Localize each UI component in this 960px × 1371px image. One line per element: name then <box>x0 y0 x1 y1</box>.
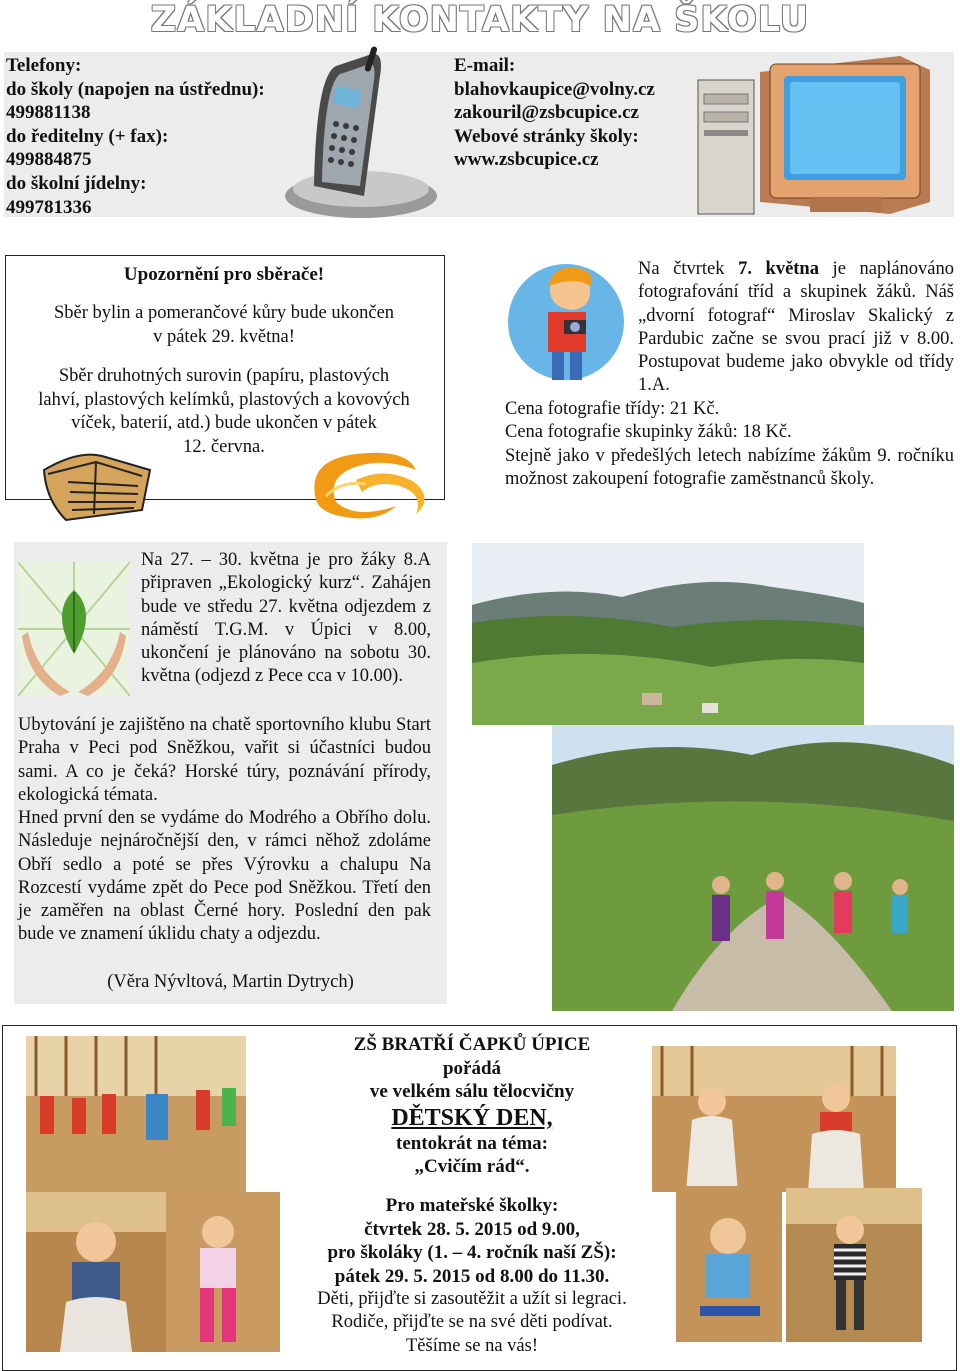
organizes-label: pořádá <box>442 1057 502 1079</box>
collectors-herbs-line: v pátek 29. května! <box>153 326 295 347</box>
school-name: ZŠ BRATŘÍ ČAPKŮ ÚPICE <box>353 1034 591 1055</box>
invite-closing: Těšíme se na vás! <box>405 1335 539 1356</box>
theme-label: tentokrát na téma: <box>396 1132 548 1154</box>
event-title: DĚTSKÝ DEN, <box>391 1104 553 1131</box>
sack-jump-photo <box>652 1046 896 1192</box>
photo-notice-intro-post: je naplánováno fotografování tříd a skupinek žáků. Náš „dvorní fotograf“ Miroslav Skalický z Pardubic začne se svou prací již v 8.00. Postupovat budeme jako obvykle od třídy 1.A. <box>638 259 955 396</box>
students-hiking-photo <box>552 725 954 1011</box>
eco-course-program: Hned první den se vydáme do Modrého a Obřího dolu. Následuje nejnáročnější den, v rámci něhož zdoláme Obří sedlo a poté se přes Výrovku a chalupu Na Rozcestí vydáme zpět do Pece pod Sněžkou. Třetí den je zaměřen na oblast Černé hory. Poslední den pak bude ve znamení úklidu chaty a odjezdu. <box>18 808 431 945</box>
phone-number[interactable]: 499881138 <box>6 102 91 124</box>
paper-stack-icon <box>38 440 158 522</box>
collectors-herbs-line: Sběr bylin a pomerančové kůry bude ukončen <box>53 303 395 323</box>
mountain-photo <box>472 543 864 725</box>
girl-photo <box>166 1192 280 1352</box>
phone-number[interactable]: 499884875 <box>6 149 92 171</box>
phones-heading: Telefony: <box>6 55 82 76</box>
gym-photo <box>26 1036 246 1196</box>
collectors-recyclables-line: Sběr druhotných surovin (papíru, plastových <box>58 366 390 386</box>
email-link[interactable]: zakouril@zsbcupice.cz <box>454 102 639 124</box>
photo-notice-intro <box>638 258 954 398</box>
eco-course-intro: Na 27. – 30. května je pro žáky 8.A připraven „Ekologický kurz“. Zahájen bude ve středu 27. května odjezdem z náměstí T.G.M. v Úpici v 8.00, ukončení je plánováno na sobotu 30. května (odjezd z Pece cca v 10.00). <box>141 550 431 687</box>
phone-contacts <box>6 54 265 219</box>
staff-offer: Stejně jako v předešlých letech nabízíme žákům 9. ročníku možnost zakoupení fotografie zaměstnanců školy. <box>505 445 954 489</box>
collectors-heading: Upozornění pro sběrače! <box>123 264 325 285</box>
email-heading: E-mail: <box>454 55 516 76</box>
childrens-day-header <box>290 1033 654 1179</box>
kindergarten-label: Pro mateřské školky: <box>385 1195 559 1216</box>
boy-photo <box>676 1186 782 1342</box>
email-contacts <box>454 54 655 172</box>
orange-peel-icon <box>296 440 446 522</box>
venue-label: ve velkém sálu tělocvičny <box>369 1081 575 1103</box>
email-link[interactable]: blahovkaupice@volny.cz <box>454 78 655 100</box>
leaf-hands-icon <box>18 562 130 696</box>
eco-course-authors: (Věra Nývltová, Martin Dytrych) <box>107 972 354 992</box>
collectors-recyclables-line: lahví, plastových kelímků, plastových a kovových <box>38 389 410 410</box>
photo-notice-prices <box>505 398 954 491</box>
price-group: Cena fotografie skupinky žáků: 18 Kč. <box>505 422 792 443</box>
photo-notice-intro-pre: Na čtvrtek <box>638 259 739 279</box>
pupils-label: pro školáky (1. – 4. ročník naší ZŠ): <box>327 1242 617 1264</box>
eco-course-body: Ubytování je zajištěno na chatě sportovního klubu Start Praha v Peci pod Sněžkou, vařit si účastníci budou sami. A co je čeká? Horské túry, poznávání přírody, ekologická témata. <box>18 715 431 805</box>
phone-icon <box>276 46 446 222</box>
phone-line: do školy (napojen na ústřednu): <box>6 78 265 100</box>
page-title: ZÁKLADNÍ KONTAKTY NA ŠKOLU <box>150 0 810 40</box>
collectors-recyclables-line: 12. června. <box>183 436 265 457</box>
childrens-day-invite <box>290 1288 654 1358</box>
phone-line: do školní jídelny: <box>6 172 147 194</box>
sack-race-photo <box>26 1192 166 1352</box>
web-link[interactable]: www.zsbcupice.cz <box>454 149 599 171</box>
web-heading: Webové stránky školy: <box>454 125 639 147</box>
kindergarten-time: čtvrtek 28. 5. 2015 od 9.00, <box>364 1218 580 1240</box>
phone-number[interactable]: 499781336 <box>6 196 92 218</box>
invite-parents: Rodiče, přijďte se na své děti podívat. <box>331 1312 613 1333</box>
pupils-time: pátek 29. 5. 2015 od 8.00 do 11.30. <box>334 1265 610 1287</box>
photo-notice-date: 7. května <box>738 259 819 279</box>
collectors-herbs <box>5 302 443 349</box>
price-class: Cena fotografie třídy: 21 Kč. <box>505 399 720 419</box>
theme-name: „Cvičím rád“. <box>414 1156 530 1178</box>
invite-children: Děti, přijďte si zasoutěžit a užít si legraci. <box>317 1289 627 1309</box>
childrens-day-schedule <box>290 1194 654 1288</box>
girl-jumping-photo <box>786 1188 922 1342</box>
collectors-recyclables-line: víček, baterií, atd.) bude ukončen v pátek <box>71 413 377 433</box>
computer-icon <box>690 52 952 218</box>
phone-line: do ředitelny (+ fax): <box>6 125 169 147</box>
photographer-icon <box>506 262 626 384</box>
